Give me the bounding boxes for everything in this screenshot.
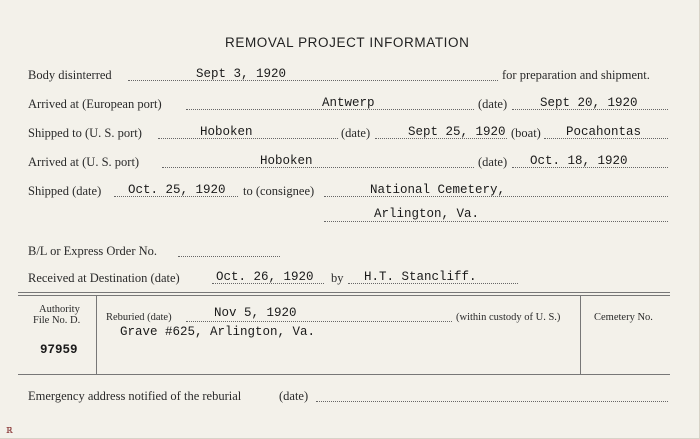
european-date-value: Sept 20, 1920 <box>540 96 638 110</box>
label-bl: B/L or Express Order No. <box>28 244 158 258</box>
label-shipped-date: Shipped (date) <box>28 184 102 198</box>
box-divider-right <box>580 295 581 374</box>
reburied-date-value: Nov 5, 1920 <box>214 306 297 320</box>
label-emergency-date: (date) <box>279 389 309 403</box>
shipped-date-value: Sept 25, 1920 <box>408 125 506 139</box>
box-bottom-rule <box>18 374 670 375</box>
fill-line <box>186 321 452 322</box>
label-reburied: Reburied (date) <box>106 312 172 323</box>
european-port-value: Antwerp <box>322 96 375 110</box>
label-to-consignee: to (consignee) <box>243 184 315 198</box>
arrived-port-value: Hoboken <box>260 154 313 168</box>
corner-stamp-mark: ℝ <box>6 426 13 435</box>
grave-value: Grave #625, Arlington, Va. <box>120 325 316 339</box>
label-body-disinterred: Body disinterred <box>28 68 112 82</box>
form-title: REMOVAL PROJECT INFORMATION <box>225 35 470 50</box>
fill-line <box>162 167 474 168</box>
fill-line <box>178 256 280 257</box>
label-arrived-us: Arrived at (U. S. port) <box>28 155 140 169</box>
fill-line <box>316 401 668 402</box>
label-date: (date) <box>478 155 508 169</box>
label-authority: Authority <box>39 304 80 315</box>
arrived-date-value: Oct. 18, 1920 <box>530 154 628 168</box>
box-divider-left <box>96 295 97 374</box>
received-by-value: H.T. Stancliff. <box>364 270 477 284</box>
label-for-prep: for preparation and shipment. <box>502 68 650 82</box>
boat-value: Pocahontas <box>566 125 642 139</box>
label-received: Received at Destination (date) <box>28 271 180 285</box>
label-date: (date) <box>478 97 508 111</box>
consignee-line-1: National Cemetery, <box>370 183 506 197</box>
label-shipped-us: Shipped to (U. S. port) <box>28 126 142 140</box>
label-by: by <box>331 271 344 285</box>
label-file-no: File No. D. <box>33 315 81 326</box>
label-arrived-european: Arrived at (European port) <box>28 97 162 111</box>
label-date: (date) <box>341 126 371 140</box>
ship-date-value: Oct. 25, 1920 <box>128 183 226 197</box>
fill-line <box>128 80 498 81</box>
box-top-rule <box>18 292 670 293</box>
consignee-line-2: Arlington, Va. <box>374 207 480 221</box>
box-top-rule-2 <box>18 295 670 296</box>
label-within-custody: (within custody of U. S.) <box>456 312 561 323</box>
label-boat: (boat) <box>511 126 541 140</box>
file-number-value: 97959 <box>40 343 78 357</box>
label-cemetery-no: Cemetery No. <box>594 312 653 323</box>
disinterred-date-value: Sept 3, 1920 <box>196 67 287 81</box>
us-port-value: Hoboken <box>200 125 253 139</box>
fill-line <box>324 221 668 222</box>
received-date-value: Oct. 26, 1920 <box>216 270 314 284</box>
label-emergency: Emergency address notified of the reburial <box>28 389 242 403</box>
